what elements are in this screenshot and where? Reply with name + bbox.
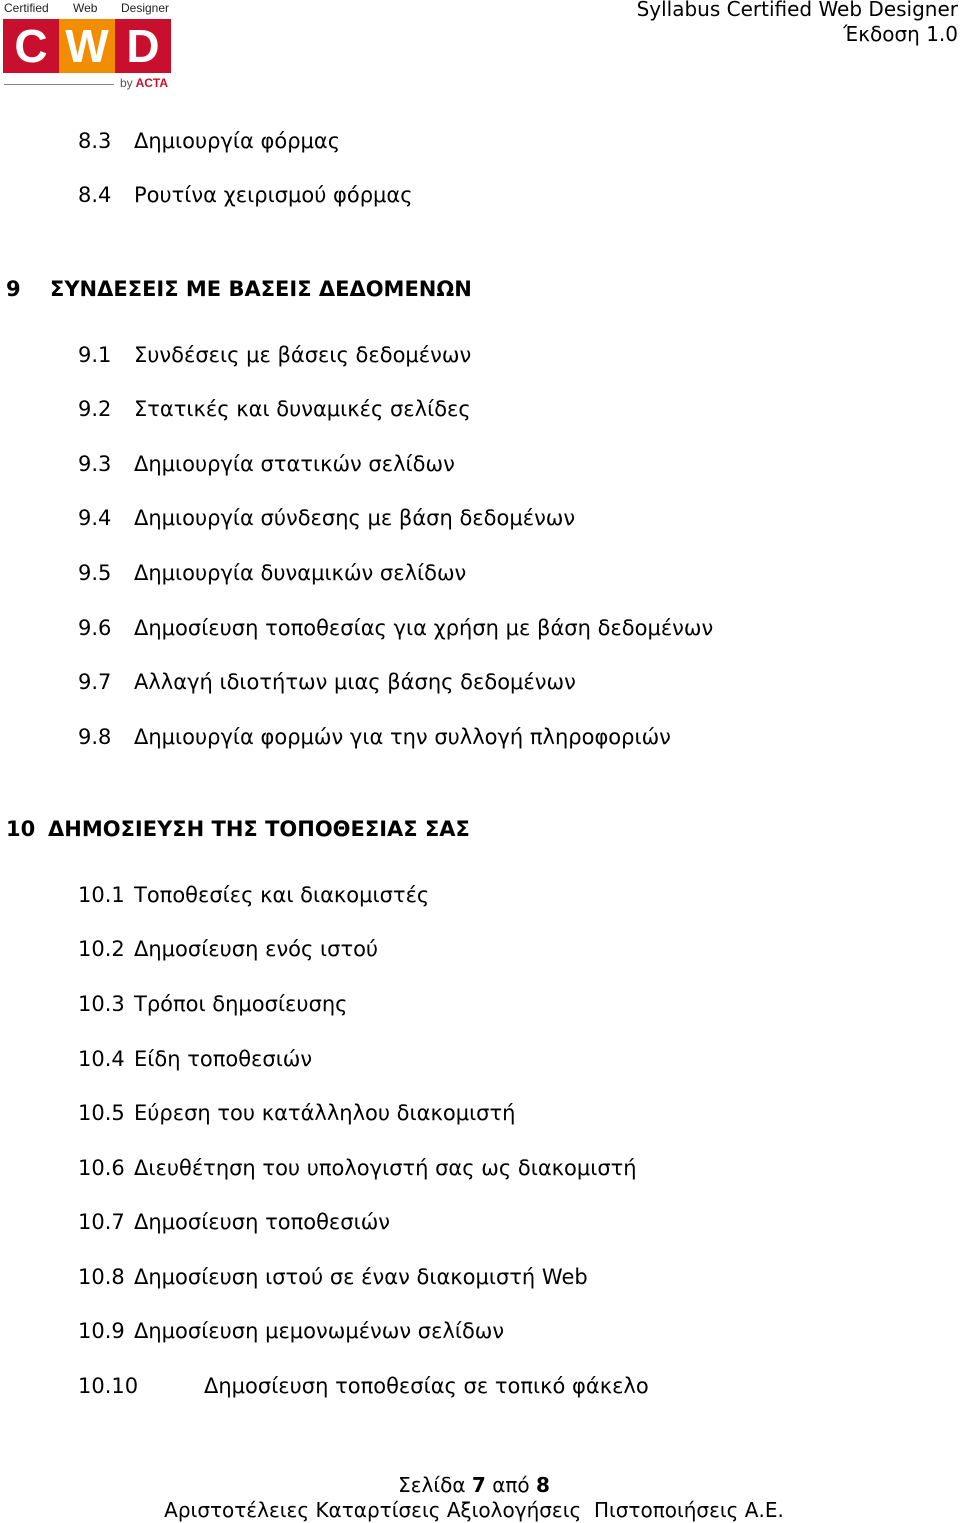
toc-number: 9.6: [78, 616, 112, 640]
toc-number: 9.7: [78, 670, 112, 694]
toc-number: 10.9: [78, 1319, 125, 1343]
header-title: Syllabus Certified Web Designer: [636, 0, 958, 21]
toc-text: Στατικές και δυναμικές σελίδες: [134, 397, 471, 421]
toc-number: 10.8: [78, 1265, 125, 1289]
toc-item-9-6: [78, 615, 713, 641]
toc-number: 10: [6, 817, 36, 841]
toc-text: Αλλαγή ιδιοτήτων μιας βάσης δεδομένων: [134, 670, 576, 694]
toc-text: Δημοσίευση ενός ιστού: [134, 937, 379, 961]
toc-text: Δημοσίευση ιστού σε έναν διακομιστή Web: [134, 1265, 588, 1289]
toc-text: Δημιουργία δυναμικών σελίδων: [134, 561, 467, 585]
toc-text: Δημιουργία φόρμας: [134, 129, 341, 153]
toc-number: 9: [6, 277, 21, 301]
toc-text: Δημοσίευση τοποθεσίας σε τοπικό φάκελο: [204, 1374, 649, 1398]
toc-number: 9.2: [78, 397, 112, 421]
toc-item-10-4: [78, 1046, 312, 1072]
toc-item-9-1: [78, 342, 471, 368]
logo-byline: [4, 76, 172, 92]
toc-item-10-6: [78, 1155, 637, 1181]
toc-number: 9.1: [78, 343, 112, 367]
logo-letter-d: D: [115, 19, 171, 73]
toc-text: Δημοσίευση τοποθεσιών: [134, 1210, 391, 1234]
toc-item-10-10: [78, 1373, 649, 1399]
header-version: Έκδοση 1.0: [843, 22, 958, 46]
page-separator: από: [492, 1473, 530, 1497]
toc-number: 9.3: [78, 452, 112, 476]
toc-number: 10.4: [78, 1047, 125, 1071]
toc-number: 9.5: [78, 561, 112, 585]
toc-heading-9: [6, 276, 472, 302]
toc-item-8-3: [78, 128, 340, 154]
logo-letters: [3, 19, 171, 73]
footer-company: Αριστοτέλειες Καταρτίσεις Αξιολογήσεις Πιστοποιήσεις Α.Ε.: [164, 1498, 784, 1522]
toc-item-9-3: [78, 451, 455, 477]
toc-number: 10.7: [78, 1210, 125, 1234]
toc-item-9-7: [78, 669, 576, 695]
logo-web-label: Web: [73, 1, 98, 15]
toc-text: Δημιουργία φορμών για την συλλογή πληροφοριών: [134, 725, 671, 749]
logo-org: ACTA: [135, 76, 169, 90]
logo-by-acta: [120, 76, 168, 90]
toc-item-10-8: [78, 1264, 588, 1290]
page-prefix: Σελίδα: [398, 1473, 466, 1497]
toc-text: ΣΥΝΔΕΣΕΙΣ ΜΕ ΒΑΣΕΙΣ ΔΕΔΟΜΕΝΩΝ: [50, 277, 472, 301]
toc-heading-10: [6, 816, 470, 842]
toc-text: Διευθέτηση του υπολογιστή σας ως διακομιστή: [134, 1156, 637, 1180]
toc-item-10-2: [78, 936, 378, 962]
toc-item-10-3: [78, 991, 348, 1017]
toc-text: Είδη τοποθεσιών: [134, 1047, 313, 1071]
toc-text: Δημοσίευση μεμονωμένων σελίδων: [134, 1319, 505, 1343]
toc-text: Τοποθεσίες και διακομιστές: [134, 883, 430, 907]
toc-item-10-9: [78, 1318, 504, 1344]
logo-certified-label: Certified: [4, 1, 49, 15]
toc-number: 8.4: [78, 183, 112, 207]
logo-by: by: [120, 76, 133, 90]
page-total: 8: [536, 1473, 550, 1497]
toc-text: Δημιουργία σύνδεσης με βάση δεδομένων: [134, 506, 576, 530]
toc-number: 8.3: [78, 129, 112, 153]
toc-text: Εύρεση του κατάλληλου διακομιστή: [134, 1101, 516, 1125]
toc-item-9-2: [78, 396, 471, 422]
toc-number: 10.3: [78, 992, 125, 1016]
toc-text: Τρόποι δημοσίευσης: [134, 992, 348, 1016]
toc-item-9-8: [78, 724, 671, 750]
logo-divider: [4, 84, 114, 85]
toc-number: 10.1: [78, 883, 125, 907]
toc-item-8-4: [78, 182, 413, 208]
logo-designer-label: Designer: [121, 1, 170, 15]
toc-item-9-4: [78, 505, 575, 531]
document-header: [637, 0, 958, 47]
toc-number: 9.4: [78, 506, 112, 530]
toc-number: 10.2: [78, 937, 125, 961]
toc-text: Συνδέσεις με βάσεις δεδομένων: [134, 343, 472, 367]
toc-item-9-5: [78, 560, 466, 586]
logo-letter-w: W: [59, 19, 115, 73]
toc-item-10-7: [78, 1209, 390, 1235]
cwd-logo: [0, 0, 176, 94]
toc-number: 10.6: [78, 1156, 125, 1180]
toc-item-10-1: [78, 882, 429, 908]
toc-item-10-5: [78, 1100, 515, 1126]
toc-number: 10.5: [78, 1101, 125, 1125]
page-current: 7: [471, 1473, 486, 1497]
toc-text: ΔΗΜΟΣΙΕΥΣΗ ΤΗΣ ΤΟΠΟΘΕΣΙΑΣ ΣΑΣ: [48, 817, 470, 841]
toc-number: 10.10: [78, 1374, 139, 1398]
page-number: [0, 1473, 948, 1498]
toc-number: 9.8: [78, 725, 112, 749]
toc-text: Δημιουργία στατικών σελίδων: [134, 452, 455, 476]
toc-text: Δημοσίευση τοποθεσίας για χρήση με βάση δεδομένων: [134, 616, 714, 640]
logo-letter-c: C: [3, 19, 59, 73]
toc-text: Ρουτίνα χειρισμού φόρμας: [134, 183, 413, 207]
